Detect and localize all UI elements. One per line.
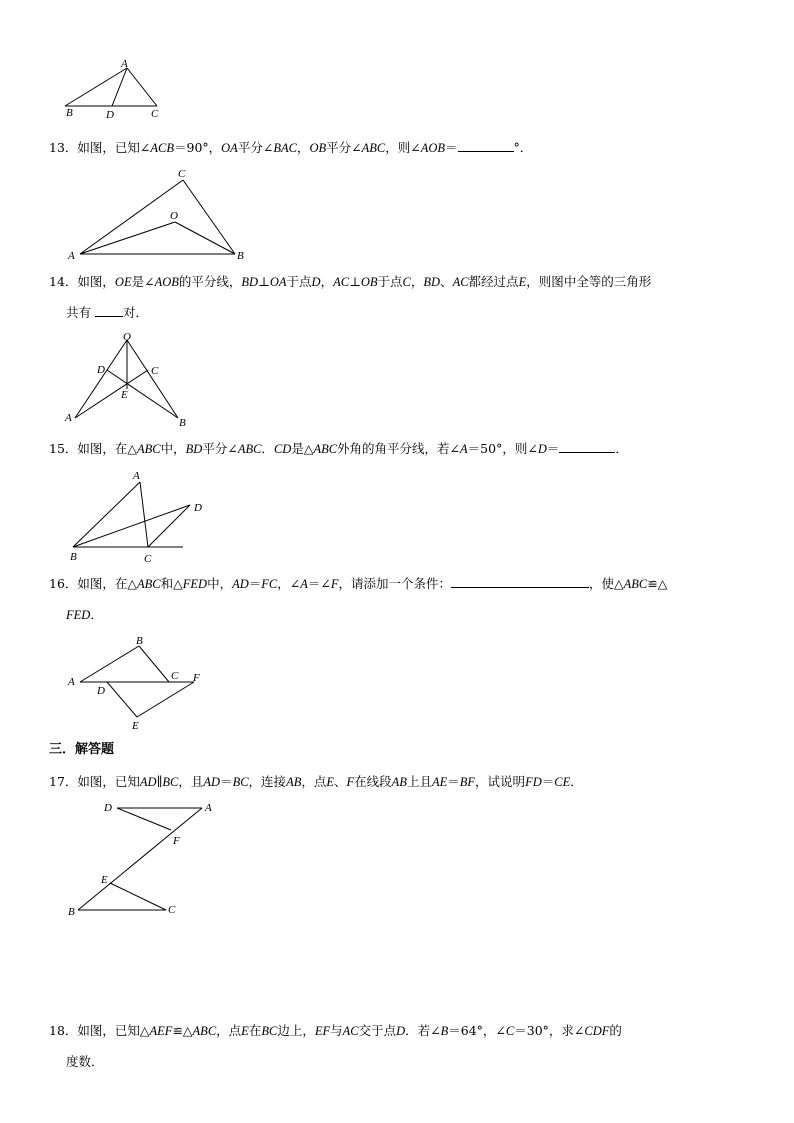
- figure-q13: [0, 160, 794, 265]
- label-D: D: [106, 109, 114, 121]
- label-B: B: [70, 551, 77, 563]
- label-A: A: [68, 676, 75, 688]
- label-A: A: [205, 802, 212, 814]
- question-16-line2: FED．: [66, 607, 103, 622]
- label-E: E: [121, 389, 128, 401]
- label-A: A: [65, 412, 72, 424]
- answer-blank[interactable]: [451, 575, 589, 588]
- label-E: E: [101, 874, 108, 886]
- question-15: 15．如图，在△ABC中，BD平分∠ABC．CD是△ABC外角的角平分线，若∠A＝50°，则∠D＝ ．: [49, 441, 628, 456]
- label-C: C: [151, 108, 159, 120]
- label-C: C: [151, 365, 159, 377]
- question-14-line2: 共有 对．: [66, 305, 149, 320]
- label-B: B: [179, 417, 186, 429]
- label-D: D: [97, 685, 105, 697]
- label-A: A: [133, 470, 140, 482]
- label-F: F: [173, 835, 180, 847]
- figure-q16: [0, 630, 794, 735]
- label-A: A: [68, 250, 75, 262]
- label-O: O: [123, 331, 131, 343]
- label-B: B: [136, 635, 143, 647]
- question-18: 18．如图，已知△AEF≌△ABC，点E在BC边上，EF与AC交于点D．若∠B＝64°，∠C＝30°，求∠CDF的: [49, 1023, 622, 1038]
- label-C: C: [144, 553, 152, 565]
- answer-blank[interactable]: [95, 304, 123, 317]
- section-title: 三．解答题: [49, 742, 115, 757]
- answer-blank[interactable]: [559, 440, 615, 453]
- question-14: 14．如图，OE是∠AOB的平分线，BD⊥OA于点D，AC⊥OB于点C，BD、AC都经过点E，则图中全等的三角形: [49, 274, 652, 289]
- label-B: B: [66, 107, 73, 119]
- label-F: F: [193, 672, 200, 684]
- label-C: C: [178, 168, 186, 180]
- figure-q15: [0, 462, 794, 567]
- label-O: O: [170, 210, 178, 222]
- label-A: A: [121, 58, 128, 70]
- question-18-line2: 度数．: [66, 1054, 104, 1069]
- figure-q17: [0, 795, 794, 925]
- label-D: D: [97, 364, 105, 376]
- question-17: 17．如图，已知AD∥BC，且AD＝BC，连接AB，点E、F在线段AB上且AE＝BF，试说明FD＝CE．: [49, 774, 583, 789]
- figure-q12: [0, 0, 794, 125]
- figure-q14: [0, 328, 794, 430]
- label-E: E: [132, 720, 139, 732]
- label-D: D: [104, 802, 112, 814]
- question-16: 16．如图，在△ABC和△FED中，AD＝FC，∠A＝∠F，请添加一个条件： ，使△ABC≌△: [49, 576, 668, 591]
- label-C: C: [168, 904, 176, 916]
- label-B: B: [68, 906, 75, 918]
- label-B: B: [237, 250, 244, 262]
- label-C: C: [171, 670, 179, 682]
- question-13: 13．如图，已知∠ACB＝90°，OA平分∠BAC，OB平分∠ABC，则∠AOB＝ °．: [49, 140, 533, 155]
- label-D: D: [194, 502, 202, 514]
- answer-blank[interactable]: [458, 139, 514, 152]
